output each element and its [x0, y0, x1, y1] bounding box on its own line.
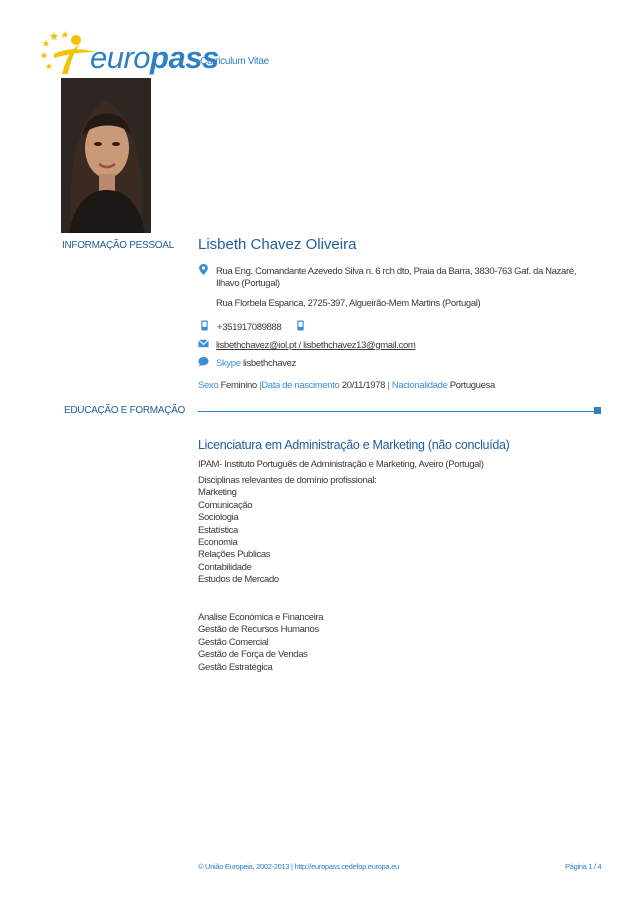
list-item: Gestão de Força de Vendas — [198, 649, 308, 661]
subjects-heading: Disciplinas relevantes de domínio profissional: — [198, 475, 377, 486]
list-item: Marketing — [198, 487, 237, 499]
list-item: Estudos de Mercado — [198, 574, 279, 586]
section-label-personal: INFORMAÇÃO PESSOAL — [62, 240, 174, 251]
phone-number[interactable]: +351917089888 — [217, 322, 282, 333]
address-line-2: Rua Florbela Espanca, 2725-397, Algueirão-Mem Martins (Portugal) — [216, 298, 481, 309]
mobile-phone-icon — [199, 320, 210, 331]
footer-copyright[interactable]: © União Europeia, 2002-2013 | http://europass.cedefop.europa.eu — [198, 862, 399, 871]
list-item: Sociologia — [198, 512, 239, 524]
list-item: Contabilidade — [198, 561, 252, 573]
section-divider-end — [594, 407, 601, 414]
separator-1: | — [259, 380, 262, 391]
nationality-label: Nacionalidade — [391, 380, 448, 391]
skype-value: lisbethchavez — [242, 358, 296, 369]
wordmark-euro: euro — [90, 40, 151, 75]
full-name: Lisbeth Chavez Oliveira — [198, 236, 357, 253]
list-item: Economia — [198, 537, 238, 549]
location-pin-icon — [198, 264, 209, 275]
address-line-1b: Ilhavo (Portugal) — [216, 278, 280, 289]
personal-details-row — [198, 380, 495, 392]
separator-2: | — [387, 380, 390, 391]
list-item: Gestão de Recursos Humanos — [198, 624, 319, 636]
email-envelope-icon — [198, 338, 209, 349]
skype-label: Skype — [216, 358, 241, 369]
skype-row — [216, 358, 296, 370]
sex-value: Feminino — [220, 380, 257, 391]
document-type: Curriculum Vitae — [200, 56, 269, 67]
subjects-block — [198, 475, 376, 587]
list-item: Comunicação — [198, 499, 253, 511]
birth-value: 20/11/1978 — [341, 380, 386, 391]
nationality-value: Portuguesa — [449, 380, 495, 391]
list-item: Gestão Comercial — [198, 636, 269, 648]
list-item: Estatística — [198, 524, 238, 536]
skype-chat-icon — [198, 356, 209, 367]
mobile-phone-icon-2 — [295, 320, 306, 331]
list-item: Analise Económica e Financeira — [198, 612, 324, 623]
degree-title: Licenciatura em Administração e Marketing (não concluída) — [198, 438, 510, 452]
profile-photo — [61, 78, 151, 233]
footer-page-number: Página 1 / 4 — [565, 862, 602, 871]
birth-label: Data de nascimento — [261, 380, 340, 391]
address-line-1: Rua Eng. Comandante Azevedo Silva n. 6 rch dto, Praia da Barra, 3830-763 Gaf. da Nazaré, — [216, 266, 576, 277]
subjects-block-2 — [198, 612, 323, 674]
section-divider — [198, 411, 596, 412]
email-addresses[interactable]: lisbethchavez@iol.pt / lisbethchavez13@gmail.com — [216, 340, 416, 351]
institution: IPAM- Instituto Português de Administração e Marketing, Aveiro (Portugal) — [198, 459, 484, 470]
list-item: Gestão Estratégica — [198, 661, 273, 673]
list-item: Relações Publicas — [198, 549, 271, 561]
section-label-education: EDUCAÇÃO E FORMAÇÃO — [64, 405, 185, 416]
sex-label: Sexo — [198, 380, 219, 391]
wordmark-pass: pass — [150, 40, 219, 75]
